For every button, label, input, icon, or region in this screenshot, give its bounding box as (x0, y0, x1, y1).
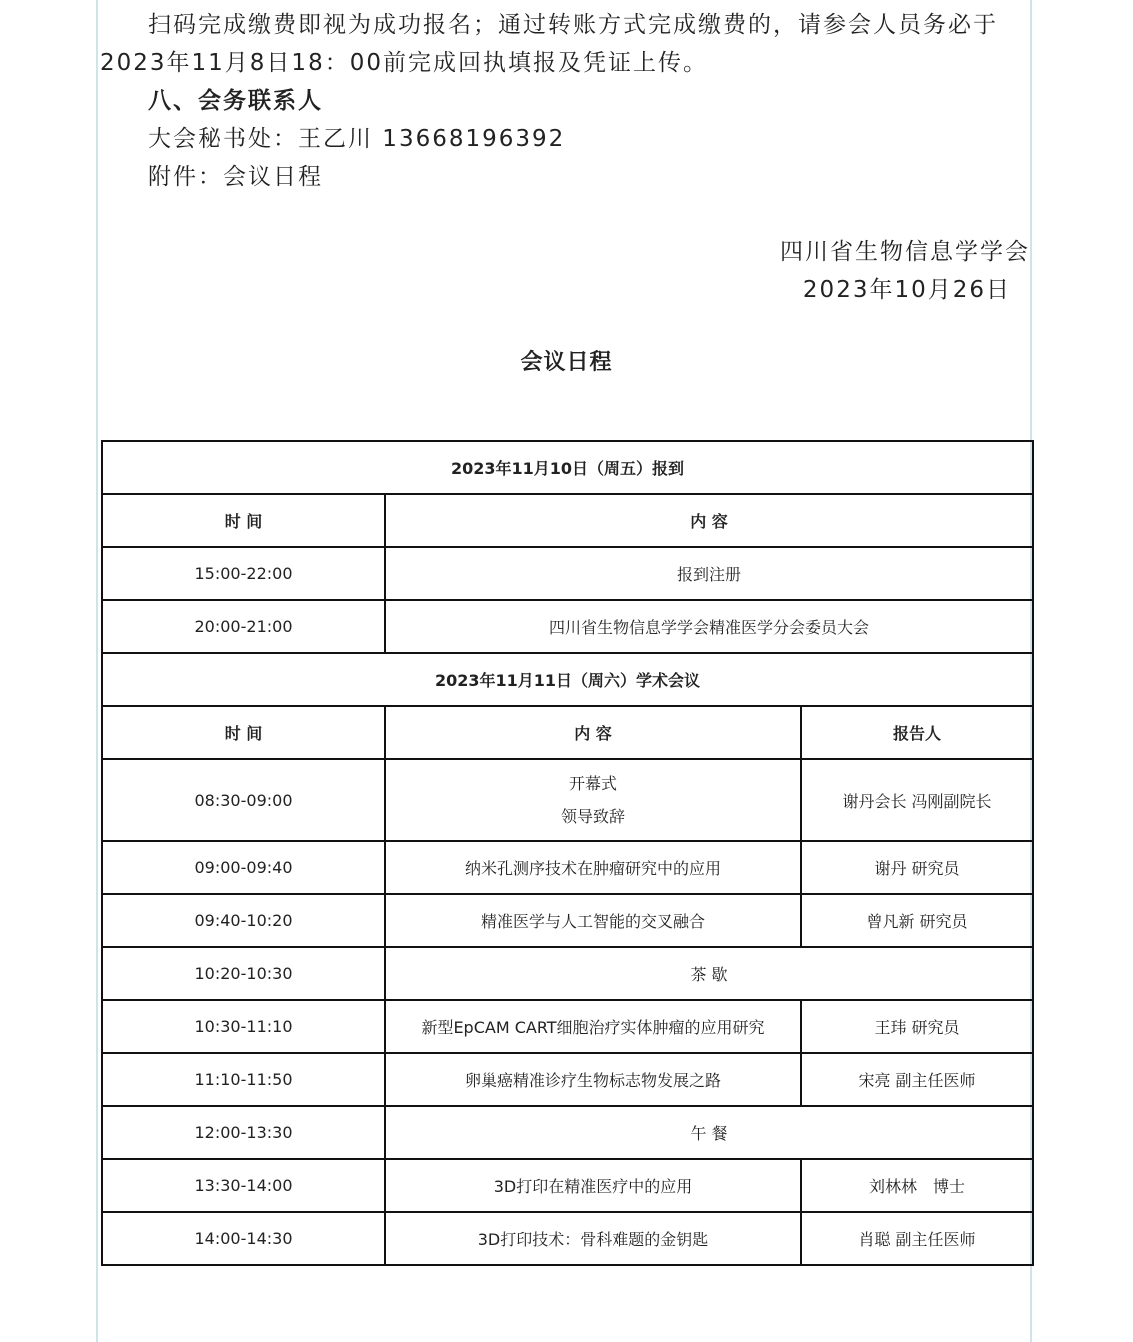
time-cell: 12:00-13:30 (102, 1106, 385, 1159)
time-cell: 09:40-10:20 (102, 894, 385, 947)
table-row (102, 653, 1033, 706)
table-row (102, 1106, 1033, 1159)
speaker-cell: 肖聪 副主任医师 (801, 1212, 1033, 1265)
day2-col-content: 内 容 (385, 706, 801, 759)
time-cell: 13:30-14:00 (102, 1159, 385, 1212)
schedule-table (101, 440, 1034, 1266)
day1-col-content: 内 容 (385, 494, 1033, 547)
time-cell: 14:00-14:30 (102, 1212, 385, 1265)
time-cell: 10:30-11:10 (102, 1000, 385, 1053)
day1-header: 2023年11月10日（周五）报到 (102, 441, 1033, 494)
speaker-cell: 谢丹会长 冯刚副院长 (801, 759, 1033, 841)
content-cell: 新型EpCAM CART细胞治疗实体肿瘤的应用研究 (385, 1000, 801, 1053)
table-row (102, 547, 1033, 600)
time-cell: 09:00-09:40 (102, 841, 385, 894)
speaker-cell: 谢丹 研究员 (801, 841, 1033, 894)
content-cell: 3D打印技术：骨科难题的金钥匙 (385, 1212, 801, 1265)
table-row (102, 600, 1033, 653)
content-cell: 报到注册 (385, 547, 1033, 600)
time-cell: 08:30-09:00 (102, 759, 385, 841)
signature-date: 2023年10月26日 (802, 277, 1011, 303)
day2-col-time: 时 间 (102, 706, 385, 759)
content-line: 领导致辞 (560, 807, 625, 826)
table-row (102, 1159, 1033, 1212)
content-cell (385, 759, 801, 841)
day1-col-time: 时 间 (102, 494, 385, 547)
table-row (102, 894, 1033, 947)
time-cell: 15:00-22:00 (102, 547, 385, 600)
table-row (102, 494, 1033, 547)
table-row (102, 759, 1033, 841)
break-cell: 午 餐 (385, 1106, 1033, 1159)
table-row (102, 706, 1033, 759)
table-row (102, 1000, 1033, 1053)
break-cell: 茶 歇 (385, 947, 1033, 1000)
speaker-cell: 曾凡新 研究员 (801, 894, 1033, 947)
day2-header: 2023年11月11日（周六）学术会议 (102, 653, 1033, 706)
speaker-cell: 宋亮 副主任医师 (801, 1053, 1033, 1106)
time-cell: 20:00-21:00 (102, 600, 385, 653)
table-row (102, 947, 1033, 1000)
payment-note-line1: 扫码完成缴费即视为成功报名；通过转账方式完成缴费的，请参会人员务必于 (148, 12, 998, 38)
table-row (102, 441, 1033, 494)
content-cell: 3D打印在精准医疗中的应用 (385, 1159, 801, 1212)
attachment-line: 附件：会议日程 (148, 164, 323, 190)
payment-note-line2: 2023年11月8日18：00前完成回执填报及凭证上传。 (100, 50, 708, 76)
table-row (102, 841, 1033, 894)
time-cell: 10:20-10:30 (102, 947, 385, 1000)
signature-org: 四川省生物信息学学会 (780, 239, 1030, 265)
speaker-cell: 刘林林 博士 (801, 1159, 1033, 1212)
content-cell: 四川省生物信息学学会精准医学分会委员大会 (385, 600, 1033, 653)
speaker-cell: 王玮 研究员 (801, 1000, 1033, 1053)
table-row (102, 1212, 1033, 1265)
table-row (102, 1053, 1033, 1106)
schedule-title: 会议日程 (520, 350, 613, 375)
day2-col-speaker: 报告人 (801, 706, 1033, 759)
content-line: 开幕式 (568, 774, 617, 793)
section8-heading: 八、会务联系人 (148, 88, 323, 114)
content-cell: 纳米孔测序技术在肿瘤研究中的应用 (385, 841, 801, 894)
content-cell: 卵巢癌精准诊疗生物标志物发展之路 (385, 1053, 801, 1106)
time-cell: 11:10-11:50 (102, 1053, 385, 1106)
contact-line: 大会秘书处：王乙川 13668196392 (148, 126, 566, 152)
content-cell: 精准医学与人工智能的交叉融合 (385, 894, 801, 947)
